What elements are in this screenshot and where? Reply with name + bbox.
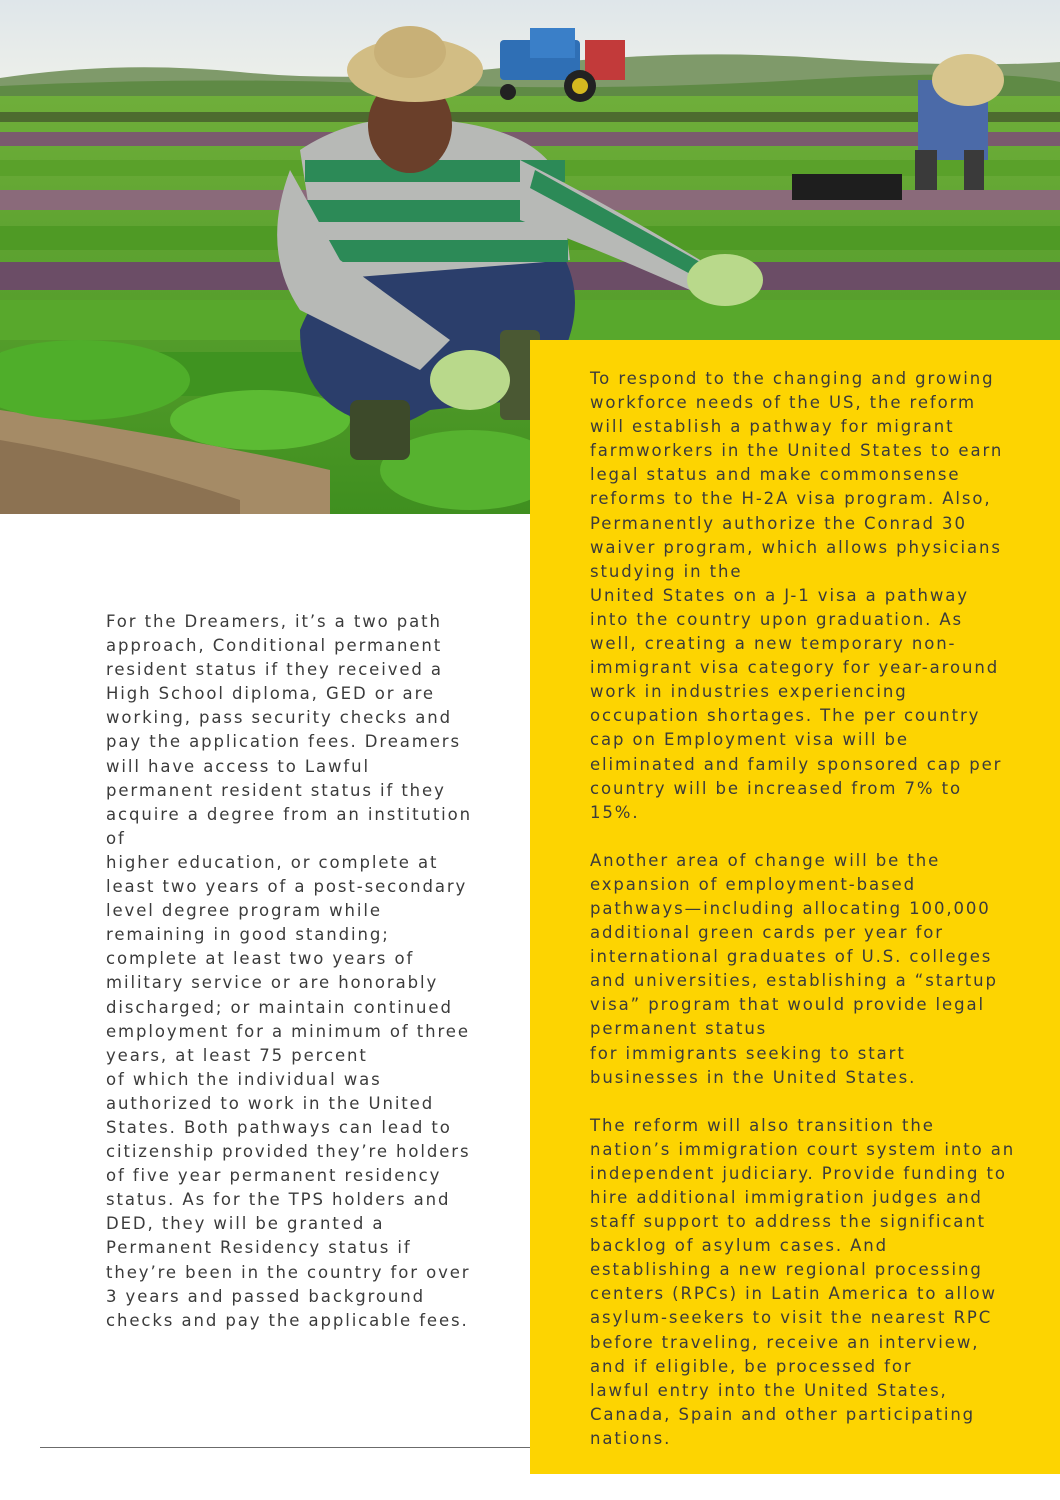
employment-pathways-paragraph: Another area of change will be the expansion of employment-based pathways—including allocating 100,000 additional green cards per year for international graduates of U.S. colleges and universities, establishing a “startup visa” program that would provide legal permanent status for immigrants seeking to start businesses in the United States. bbox=[590, 850, 998, 1087]
right-column bbox=[590, 367, 1050, 1475]
dreamers-paragraph: For the Dreamers, it’s a two path approach, Conditional permanent resident status if they received a High School diploma, GED or are working, pass security checks and pay the application fees. Dreamers will have access to Lawful permanent resident status if they acquire a degree from an institution of higher education, or complete at least two years of a post-secondary level degree program while remaining in good standing; complete at least two years of military service or are honorably discharged; or maintain continued employment for a minimum of three years, at least 75 percent of which the individual was authorized to work in the United States. Both pathways can lead to citizenship provided they’re holders of five year permanent residency status. As for the TPS holders and DED, they will be granted a Permanent Residency status if they’re been in the country for over 3 years and passed background checks and pay the applicable fees. bbox=[106, 612, 473, 1330]
yellow-text-panel bbox=[530, 340, 1060, 1474]
bottom-divider bbox=[40, 1447, 530, 1448]
left-column bbox=[106, 610, 506, 1333]
immigration-court-paragraph: The reform will also transition the nation’s immigration court system into an independent judiciary. Provide funding to hire additional immigration judges and staff support to address the significant backlog of asylum cases. And establishing a new regional processing centers (RPCs) in Latin America to allow asylum-seekers to visit the nearest RPC before traveling, receive an interview, and if eligible, be processed for lawful entry into the United States, Canada, Spain and other participating nations. bbox=[590, 1115, 1016, 1448]
workforce-paragraph: To respond to the changing and growing workforce needs of the US, the reform will establish a pathway for migrant farmworkers in the United States to earn legal status and make commonsense reforms to the H-2A visa program. Also, Permanently authorize the Conrad 30 waiver program, which allows physicians studying in the United States on a J-1 visa a pathway into the country upon graduation. As well, creating a new temporary non- immigrant visa category for year-around work in industries experiencing occupation shortages. The per country cap on Employment visa will be eliminated and family sponsored cap per country will be increased from 7% to 15%. bbox=[590, 369, 1004, 822]
